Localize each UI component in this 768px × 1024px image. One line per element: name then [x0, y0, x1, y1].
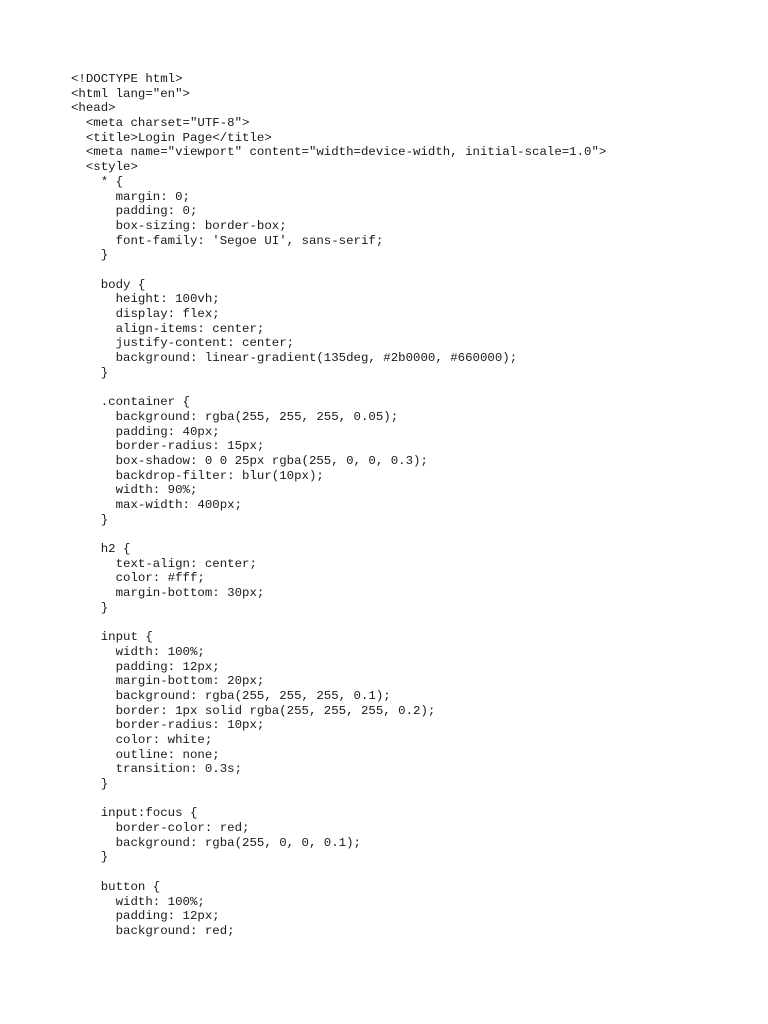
code-line: padding: 40px; [71, 424, 220, 439]
code-line: h2 { [71, 542, 131, 556]
code-line: <title>Login Page</title> [71, 130, 272, 145]
code-line: outline: none; [71, 747, 220, 762]
code-line: body { [71, 277, 146, 292]
code-line: <meta charset="UTF-8"> [71, 116, 250, 131]
code-listing [71, 72, 606, 939]
code-line: background: rgba(255, 255, 255, 0.1); [71, 688, 391, 703]
code-line: width: 100%; [71, 644, 205, 659]
code-line: input { [71, 630, 153, 645]
code-line: width: 90%; [71, 483, 198, 498]
code-line: padding: 0; [71, 204, 198, 219]
code-line: justify-content: center; [71, 336, 295, 351]
code-line: border-radius: 10px; [71, 718, 265, 733]
code-line: font-family: 'Segoe UI', sans-serif; [71, 233, 384, 248]
code-line: border-color: red; [71, 821, 250, 836]
code-line: transition: 0.3s; [71, 762, 243, 777]
code-line: width: 100%; [71, 894, 205, 909]
code-line [71, 865, 606, 880]
code-line: max-width: 400px; [71, 497, 243, 512]
code-line: margin-bottom: 30px; [71, 586, 265, 601]
code-line: text-align: center; [71, 556, 257, 571]
code-line: border: 1px solid rgba(255, 255, 255, 0.2); [71, 703, 436, 718]
code-line: } [71, 248, 109, 263]
code-line: .container { [71, 395, 190, 410]
code-line: color: white; [71, 732, 213, 747]
code-line: background: rgba(255, 0, 0, 0.1); [71, 835, 361, 850]
code-line: input:focus { [71, 806, 198, 821]
code-line: margin-bottom: 20px; [71, 674, 265, 689]
code-line [71, 792, 606, 807]
code-line: } [71, 777, 109, 791]
code-line: padding: 12px; [71, 659, 220, 674]
code-line: backdrop-filter: blur(10px); [71, 468, 324, 483]
code-line: display: flex; [71, 307, 220, 321]
code-line: background: red; [71, 923, 235, 938]
code-line: } [71, 512, 109, 527]
code-line: box-shadow: 0 0 25px rgba(255, 0, 0, 0.3); [71, 453, 428, 468]
code-line: } [71, 365, 109, 380]
code-line: <style> [71, 160, 138, 175]
code-line: <html lang="en"> [71, 86, 190, 101]
code-line: background: rgba(255, 255, 255, 0.05); [71, 409, 399, 424]
code-line: margin: 0; [71, 189, 190, 204]
code-line: border-radius: 15px; [71, 439, 265, 454]
code-line: height: 100vh; [71, 292, 220, 307]
code-line: } [71, 600, 109, 615]
code-line: button { [71, 879, 161, 894]
code-line [71, 263, 606, 278]
code-line: background: linear-gradient(135deg, #2b0000, #660000); [71, 351, 518, 366]
code-line: } [71, 850, 109, 865]
code-line [71, 380, 606, 395]
code-line: <!DOCTYPE html> [71, 72, 183, 86]
code-line: align-items: center; [71, 321, 265, 336]
code-line [71, 615, 606, 630]
code-line: <meta name="viewport" content="width=device-width, initial-scale=1.0"> [71, 145, 607, 160]
code-line: color: #fff; [71, 571, 205, 586]
code-line [71, 527, 606, 542]
code-line: * { [71, 174, 124, 189]
code-line: <head> [71, 101, 116, 116]
code-line: box-sizing: border-box; [71, 218, 287, 233]
code-line: padding: 12px; [71, 909, 220, 924]
